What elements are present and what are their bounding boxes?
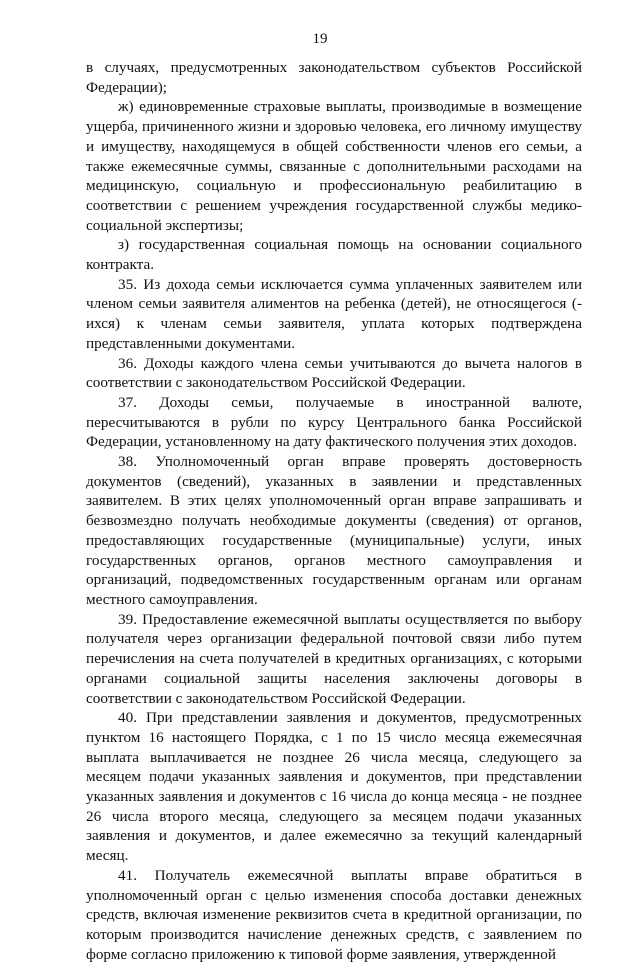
paragraph-item-z: з) государственная социальная помощь на основании социального контракта. (86, 236, 582, 274)
paragraph-35: 35. Из дохода семьи исключается сумма уплаченных заявителем или членом семьи заявителя алиментов на ребенка (детей), не относящегося (-ихся) к членам семьи заявителя, уплата которых подтверждена представленными документами. (86, 275, 582, 352)
paragraph-41: 41. Получатель ежемесячной выплаты вправе обратиться в уполномоченный орган с целью изменения способа доставки денежных средств, включая изменение реквизитов счета в кредитной организации, по которым производится начисление денежных средств, с заявлением по форме согласно приложению к типовой форме заявления, утвержденной (86, 866, 582, 963)
paragraph-40: 40. При представлении заявления и документов, предусмотренных пунктом 16 настоящего Порядка, с 1 по 15 число месяца ежемесячная выплата выплачивается не позднее 26 числа месяца, следующего за месяцем подачи указанных заявления и документов, при представлении указанных заявления и документов с 16 числа до конца месяца - не позднее 26 числа второго месяца, следующего за месяцем подачи указанных заявления и документов, и далее ежемесячно за текущий календарный месяц. (86, 709, 582, 865)
paragraph-37: 37. Доходы семьи, получаемые в иностранной валюте, пересчитываются в рубли по курсу Центрального банка Российской Федерации, установленному на дату фактического получения этих доходов. (86, 393, 582, 451)
paragraph-38: 38. Уполномоченный орган вправе проверять достоверность документов (сведений), указанных в заявлении и представленных заявителем. В этих целях уполномоченный орган вправе запрашивать и безвозмездно получать необходимые документы (сведения) от органов, предоставляющих государственные (муниципальные) услуги, иных государственных органов, органов местного самоуправления и организаций, подведомственных государственным органам или органам местного самоуправления. (86, 453, 582, 608)
page-number: 19 (312, 31, 328, 47)
paragraph-39: 39. Предоставление ежемесячной выплаты осуществляется по выбору получателя через организации федеральной почтовой связи либо путем перечисления на счета получателей в кредитных организациях, с которыми органами социальной защиты населения заключены договоры в соответствии с законодательством Российской Федерации. (86, 610, 582, 707)
paragraph-36: 36. Доходы каждого члена семьи учитываются до вычета налогов в соответствии с законодательством Российской Федерации. (86, 354, 582, 392)
paragraph-item-zh: ж) единовременные страховые выплаты, производимые в возмещение ущерба, причиненного жизни и здоровью человека, его личному имуществу и имуществу, находящемуся в общей собственности членов его семьи, а также ежемесячные суммы, связанные с дополнительными расходами на медицинскую, социальную и профессиональную реабилитацию в соответствии с решением учреждения государственной службы медико-социальной экспертизы; (86, 98, 582, 234)
document-body (86, 58, 582, 964)
paragraph-continuation: в случаях, предусмотренных законодательством субъектов Российской Федерации); (86, 59, 582, 96)
